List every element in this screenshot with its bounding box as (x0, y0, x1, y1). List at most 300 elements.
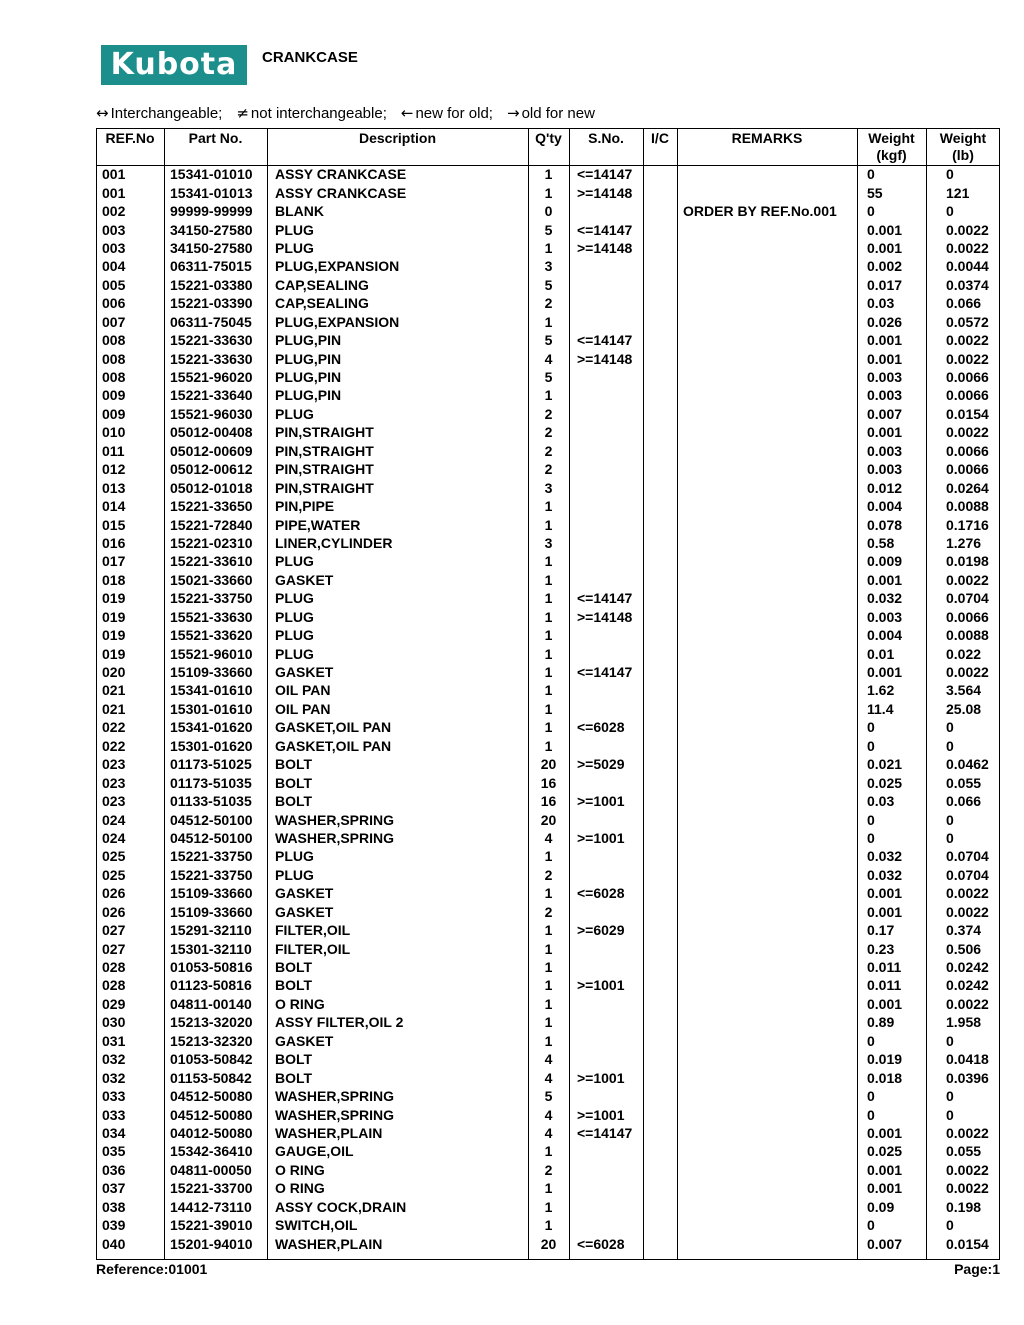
table-row (96, 1087, 1000, 1105)
qty-cell: 1 (544, 848, 553, 865)
qty-cell: 1 (544, 498, 553, 515)
table-row (96, 1234, 1000, 1252)
weight-lb-cell: 0.0704 (946, 590, 989, 607)
part-no-cell: 34150-27580 (170, 239, 253, 256)
ref-cell: 034 (102, 1124, 126, 1141)
qty-cell: 1 (544, 1032, 553, 1049)
weight-kgf-cell: 0.03 (867, 793, 895, 810)
qty-cell: 2 (544, 461, 553, 478)
qty-cell: 1 (544, 959, 553, 976)
table-row (96, 331, 1000, 349)
ref-cell: 008 (102, 350, 126, 367)
legend-symbol: → (506, 104, 520, 122)
table-row (96, 534, 1000, 552)
weight-kgf-cell: 0.001 (867, 1124, 903, 1141)
weight-lb-cell: 0.0022 (946, 350, 989, 367)
sno-cell (569, 442, 643, 460)
part-no-cell: 01053-50816 (170, 959, 253, 976)
description-cell: WASHER,PLAIN (275, 1235, 383, 1252)
sno-cell (569, 368, 643, 386)
description-cell: PLUG (275, 645, 314, 662)
ic-cell (643, 810, 677, 828)
weight-lb-cell: 0.0066 (946, 608, 989, 625)
table-row (96, 976, 1000, 994)
weight-kgf-cell: 0 (867, 1032, 875, 1049)
table-row (96, 571, 1000, 589)
weight-kgf-cell: 0.01 (867, 645, 895, 662)
part-no-cell: 01133-51035 (170, 793, 252, 810)
weight-lb-cell: 0.0418 (946, 1051, 989, 1068)
sno-cell (569, 497, 643, 515)
table-row (96, 368, 1000, 386)
part-no-cell: 04012-50080 (170, 1124, 253, 1141)
ic-cell (643, 737, 677, 755)
ic-cell (643, 497, 677, 515)
table-row (96, 1013, 1000, 1031)
ref-cell: 020 (102, 664, 126, 681)
ic-cell (643, 183, 677, 201)
description-cell: CAP,SEALING (275, 276, 369, 293)
sno-cell (569, 257, 643, 275)
weight-kgf-cell: 0.03 (867, 295, 895, 312)
qty-cell: 4 (544, 1124, 553, 1141)
weight-lb-cell: 0 (946, 737, 954, 754)
table-row (96, 958, 1000, 976)
table-header-row (96, 128, 1000, 165)
table-row (96, 515, 1000, 533)
weight-lb-cell: 0 (946, 719, 954, 736)
remarks-cell (677, 1087, 857, 1105)
weight-lb-cell: 0.066 (946, 295, 982, 312)
description-cell: PIN,STRAIGHT (275, 461, 374, 478)
sno-cell: <=6028 (577, 885, 625, 902)
ic-cell (643, 478, 677, 496)
ic-cell (643, 755, 677, 773)
ref-cell: 023 (102, 774, 126, 791)
col-header-description: Description (358, 130, 436, 146)
description-cell: WASHER,SPRING (275, 1106, 395, 1123)
ic-cell (643, 608, 677, 626)
weight-lb-cell: 0.0462 (946, 756, 989, 773)
ref-cell: 006 (102, 295, 126, 312)
description-cell: FILTER,OIL (275, 922, 351, 939)
description-cell: GAUGE,OIL (275, 1143, 354, 1160)
weight-lb-cell: 0.0022 (946, 903, 989, 920)
weight-lb-cell: 0 (946, 829, 954, 846)
qty-cell: 5 (544, 276, 553, 293)
remarks-cell (677, 331, 857, 349)
weight-kgf-cell: 0.003 (867, 387, 903, 404)
col-header-weight-kgf: Weight (kgf) (868, 130, 915, 163)
part-no-cell: 99999-99999 (170, 203, 253, 220)
col-header-ic: I/C (651, 130, 669, 146)
remarks-cell (677, 810, 857, 828)
legend-label: not interchangeable; (250, 105, 387, 122)
kubota-logo: Kubota (101, 45, 247, 85)
table-row (96, 810, 1000, 828)
description-cell: GASKET,OIL PAN (275, 737, 392, 754)
weight-lb-cell: 0.0088 (946, 498, 989, 515)
remarks-cell (677, 681, 857, 699)
ref-cell: 036 (102, 1161, 126, 1178)
weight-kgf-cell: 0.018 (867, 1069, 903, 1086)
weight-lb-cell: 0.0022 (946, 221, 989, 238)
remarks-cell (677, 884, 857, 902)
weight-kgf-cell: 0.078 (867, 516, 903, 533)
ref-cell: 033 (102, 1106, 126, 1123)
qty-cell: 2 (544, 903, 553, 920)
ref-cell: 015 (102, 516, 126, 533)
remarks-cell (677, 478, 857, 496)
remarks-cell (677, 1124, 857, 1142)
ref-cell: 032 (102, 1069, 126, 1086)
table-row (96, 737, 1000, 755)
weight-lb-cell: 0.0022 (946, 571, 989, 588)
part-no-cell: 15221-33650 (170, 498, 253, 515)
weight-lb-cell: 0.055 (946, 774, 982, 791)
weight-lb-cell: 25.08 (946, 700, 982, 717)
weight-lb-cell: 0.0066 (946, 442, 989, 459)
ref-cell: 021 (102, 682, 126, 699)
table-row (96, 773, 1000, 791)
description-cell: ASSY COCK,DRAIN (275, 1198, 407, 1215)
ref-cell: 026 (102, 903, 126, 920)
qty-cell: 20 (540, 811, 557, 828)
part-no-cell: 01053-50842 (170, 1051, 253, 1068)
ic-cell (643, 165, 677, 183)
weight-kgf-cell: 0.032 (867, 848, 903, 865)
qty-cell: 0 (544, 203, 553, 220)
ic-cell (643, 976, 677, 994)
weight-kgf-cell: 0.032 (867, 590, 903, 607)
ref-cell: 033 (102, 1088, 126, 1105)
remarks-cell (677, 460, 857, 478)
ref-cell: 016 (102, 534, 126, 551)
ic-cell (643, 276, 677, 294)
weight-kgf-cell: 0.003 (867, 608, 903, 625)
sno-cell: <=14147 (577, 221, 633, 238)
description-cell: PLUG,EXPANSION (275, 258, 400, 275)
part-no-cell: 15221-39010 (170, 1217, 253, 1234)
table-row (96, 165, 1000, 183)
table-row (96, 552, 1000, 570)
ref-cell: 029 (102, 995, 126, 1012)
weight-kgf-cell: 0.017 (867, 276, 903, 293)
qty-cell: 1 (544, 995, 553, 1012)
part-no-cell: 15342-36410 (170, 1143, 253, 1160)
ref-cell: 039 (102, 1217, 126, 1234)
description-cell: BOLT (275, 1051, 313, 1068)
weight-lb-cell: 0 (946, 1106, 954, 1123)
sno-cell: >=5029 (577, 756, 625, 773)
description-cell: PLUG (275, 405, 314, 422)
weight-kgf-cell: 0.025 (867, 1143, 903, 1160)
ref-cell: 011 (102, 442, 125, 459)
remarks-cell (677, 1198, 857, 1216)
col-header-remarks: REMARKS (731, 130, 803, 146)
ic-cell (643, 1050, 677, 1068)
table-row (96, 497, 1000, 515)
sno-cell: <=14147 (577, 1124, 633, 1141)
sno-cell (569, 1161, 643, 1179)
weight-lb-cell: 0.0088 (946, 627, 989, 644)
weight-lb-cell: 0 (946, 1088, 954, 1105)
legend-item (236, 105, 387, 122)
weight-lb-cell: 0.0572 (946, 313, 989, 330)
sno-cell (569, 386, 643, 404)
description-cell: BOLT (275, 756, 313, 773)
weight-lb-cell: 0.0242 (946, 977, 989, 994)
ic-cell (643, 644, 677, 662)
weight-kgf-cell: 0 (867, 829, 875, 846)
remarks-cell (677, 386, 857, 404)
qty-cell: 1 (544, 590, 553, 607)
weight-kgf-cell: 0.025 (867, 774, 903, 791)
remarks-cell (677, 183, 857, 201)
sno-cell (569, 534, 643, 552)
weight-lb-cell: 0.0066 (946, 387, 989, 404)
qty-cell: 3 (544, 258, 553, 275)
description-cell: WASHER,SPRING (275, 811, 395, 828)
table-row (96, 681, 1000, 699)
part-no-cell: 15221-33750 (170, 866, 253, 883)
table-row (96, 423, 1000, 441)
weight-kgf-cell: 0.001 (867, 903, 903, 920)
table-row (96, 995, 1000, 1013)
qty-cell: 1 (544, 1198, 553, 1215)
description-cell: PLUG (275, 848, 314, 865)
part-no-cell: 15221-33750 (170, 848, 253, 865)
weight-lb-cell: 0.0704 (946, 848, 989, 865)
legend-symbol: ← (400, 104, 414, 122)
weight-lb-cell: 0.0022 (946, 239, 989, 256)
table-row (96, 644, 1000, 662)
part-no-cell: 15301-01620 (170, 737, 253, 754)
table-row (96, 755, 1000, 773)
description-cell: BOLT (275, 1069, 313, 1086)
ref-cell: 010 (102, 424, 126, 441)
table-row (96, 700, 1000, 718)
ref-cell: 004 (102, 258, 126, 275)
weight-kgf-cell: 0 (867, 166, 875, 183)
ref-cell: 009 (102, 405, 126, 422)
remarks-cell: ORDER BY REF.No.001 (683, 203, 837, 220)
weight-lb-cell: 0.0022 (946, 1161, 989, 1178)
ref-cell: 002 (102, 203, 126, 220)
col-header-part-no: Part No. (188, 130, 243, 146)
description-cell: O RING (275, 1180, 325, 1197)
ref-cell: 019 (102, 645, 126, 662)
remarks-cell (677, 313, 857, 331)
weight-kgf-cell: 0 (867, 203, 875, 220)
qty-cell: 1 (544, 1180, 553, 1197)
legend-label: old for new (521, 105, 595, 122)
weight-lb-cell: 0.0374 (946, 276, 989, 293)
qty-cell: 5 (544, 221, 553, 238)
description-cell: ASSY CRANKCASE (275, 184, 407, 201)
qty-cell: 1 (544, 1143, 553, 1160)
weight-lb-cell: 0.055 (946, 1143, 982, 1160)
table-row (96, 202, 1000, 220)
weight-kgf-cell: 0.001 (867, 239, 903, 256)
remarks-cell (677, 165, 857, 183)
weight-lb-cell: 0.0198 (946, 553, 989, 570)
remarks-cell (677, 644, 857, 662)
table-row (96, 921, 1000, 939)
table-row (96, 460, 1000, 478)
remarks-cell (677, 1216, 857, 1234)
ic-cell (643, 1013, 677, 1031)
description-cell: PLUG,PIN (275, 350, 342, 367)
ic-cell (643, 1179, 677, 1197)
sno-cell (569, 939, 643, 957)
sno-cell (569, 644, 643, 662)
weight-lb-cell: 0.0022 (946, 885, 989, 902)
part-no-cell: 15221-02310 (170, 534, 253, 551)
sno-cell: >=14148 (577, 350, 633, 367)
remarks-cell (677, 405, 857, 423)
weight-kgf-cell: 1.62 (867, 682, 895, 699)
ref-cell: 005 (102, 276, 126, 293)
remarks-cell (677, 239, 857, 257)
table-row (96, 866, 1000, 884)
ref-cell: 003 (102, 239, 126, 256)
weight-lb-cell: 1.276 (946, 534, 982, 551)
weight-lb-cell: 0.0264 (946, 479, 989, 496)
ic-cell (643, 220, 677, 238)
sno-cell (569, 478, 643, 496)
table-row (96, 442, 1000, 460)
ic-cell (643, 792, 677, 810)
part-no-cell: 15221-03390 (170, 295, 253, 312)
part-no-cell: 15213-32020 (170, 1014, 253, 1031)
remarks-cell (677, 534, 857, 552)
ref-cell: 025 (102, 866, 126, 883)
table-row (96, 626, 1000, 644)
ref-cell: 021 (102, 700, 126, 717)
sno-cell (569, 866, 643, 884)
weight-lb-cell: 0.0044 (946, 258, 989, 275)
qty-cell: 2 (544, 295, 553, 312)
ref-cell: 024 (102, 829, 126, 846)
weight-kgf-cell: 0.007 (867, 1235, 903, 1252)
part-no-cell: 04512-50080 (170, 1088, 253, 1105)
weight-kgf-cell: 0.001 (867, 1161, 903, 1178)
interchangeability-legend (96, 104, 609, 124)
qty-cell: 5 (544, 1088, 553, 1105)
weight-kgf-cell: 0.011 (867, 977, 902, 994)
ref-cell: 022 (102, 737, 126, 754)
sno-cell (569, 903, 643, 921)
ic-cell (643, 1032, 677, 1050)
table-row (96, 1124, 1000, 1142)
qty-cell: 1 (544, 608, 553, 625)
sno-cell (569, 1087, 643, 1105)
table-row (96, 1198, 1000, 1216)
weight-kgf-cell: 0.009 (867, 553, 903, 570)
ic-cell (643, 847, 677, 865)
weight-kgf-cell: 0.001 (867, 424, 903, 441)
ic-cell (643, 1198, 677, 1216)
part-no-cell: 05012-01018 (170, 479, 253, 496)
ref-cell: 028 (102, 977, 126, 994)
ref-cell: 014 (102, 498, 126, 515)
ic-cell (643, 626, 677, 644)
part-no-cell: 15109-33660 (170, 903, 253, 920)
weight-lb-cell: 121 (946, 184, 970, 201)
remarks-cell (677, 608, 857, 626)
qty-cell: 1 (544, 166, 553, 183)
qty-cell: 1 (544, 516, 553, 533)
description-cell: OIL PAN (275, 700, 331, 717)
qty-cell: 2 (544, 424, 553, 441)
weight-lb-cell: 0 (946, 166, 954, 183)
description-cell: PIN,STRAIGHT (275, 424, 374, 441)
weight-kgf-cell: 0.89 (867, 1014, 895, 1031)
weight-lb-cell: 0 (946, 1217, 954, 1234)
ic-cell (643, 515, 677, 533)
description-cell: PLUG,PIN (275, 387, 342, 404)
qty-cell: 20 (540, 1235, 557, 1252)
table-row (96, 1068, 1000, 1086)
ic-cell (643, 1105, 677, 1123)
ref-cell: 019 (102, 590, 126, 607)
part-no-cell: 06311-75045 (170, 313, 252, 330)
part-no-cell: 15109-33660 (170, 885, 253, 902)
remarks-cell (677, 773, 857, 791)
remarks-cell (677, 442, 857, 460)
weight-lb-cell: 0.0022 (946, 424, 989, 441)
sno-cell (569, 1013, 643, 1031)
qty-cell: 1 (544, 1217, 553, 1234)
ic-cell (643, 202, 677, 220)
remarks-cell (677, 866, 857, 884)
qty-cell: 1 (544, 239, 553, 256)
remarks-cell (677, 847, 857, 865)
sno-cell (569, 681, 643, 699)
weight-kgf-cell: 0.021 (867, 756, 903, 773)
sno-cell (569, 1216, 643, 1234)
sno-cell (569, 1050, 643, 1068)
part-no-cell: 15221-03380 (170, 276, 253, 293)
sno-cell (569, 313, 643, 331)
part-no-cell: 15341-01620 (170, 719, 253, 736)
part-no-cell: 15521-96010 (170, 645, 253, 662)
ref-cell: 035 (102, 1143, 126, 1160)
weight-kgf-cell: 0.001 (867, 332, 903, 349)
description-cell: ASSY CRANKCASE (275, 166, 407, 183)
remarks-cell (677, 1068, 857, 1086)
table-row (96, 1105, 1000, 1123)
remarks-cell (677, 220, 857, 238)
ic-cell (643, 331, 677, 349)
weight-kgf-cell: 0.17 (867, 922, 895, 939)
weight-lb-cell: 0.0154 (946, 1235, 989, 1252)
ref-cell: 026 (102, 885, 126, 902)
weight-kgf-cell: 55 (867, 184, 883, 201)
weight-lb-cell: 0.0066 (946, 461, 989, 478)
description-cell: GASKET,OIL PAN (275, 719, 392, 736)
weight-lb-cell: 0.0396 (946, 1069, 989, 1086)
table-row (96, 829, 1000, 847)
weight-kgf-cell: 0 (867, 1217, 875, 1234)
weight-kgf-cell: 0.001 (867, 995, 903, 1012)
ic-cell (643, 1068, 677, 1086)
qty-cell: 1 (544, 922, 553, 939)
remarks-cell (677, 497, 857, 515)
ic-cell (643, 995, 677, 1013)
sno-cell: >=1001 (577, 977, 625, 994)
